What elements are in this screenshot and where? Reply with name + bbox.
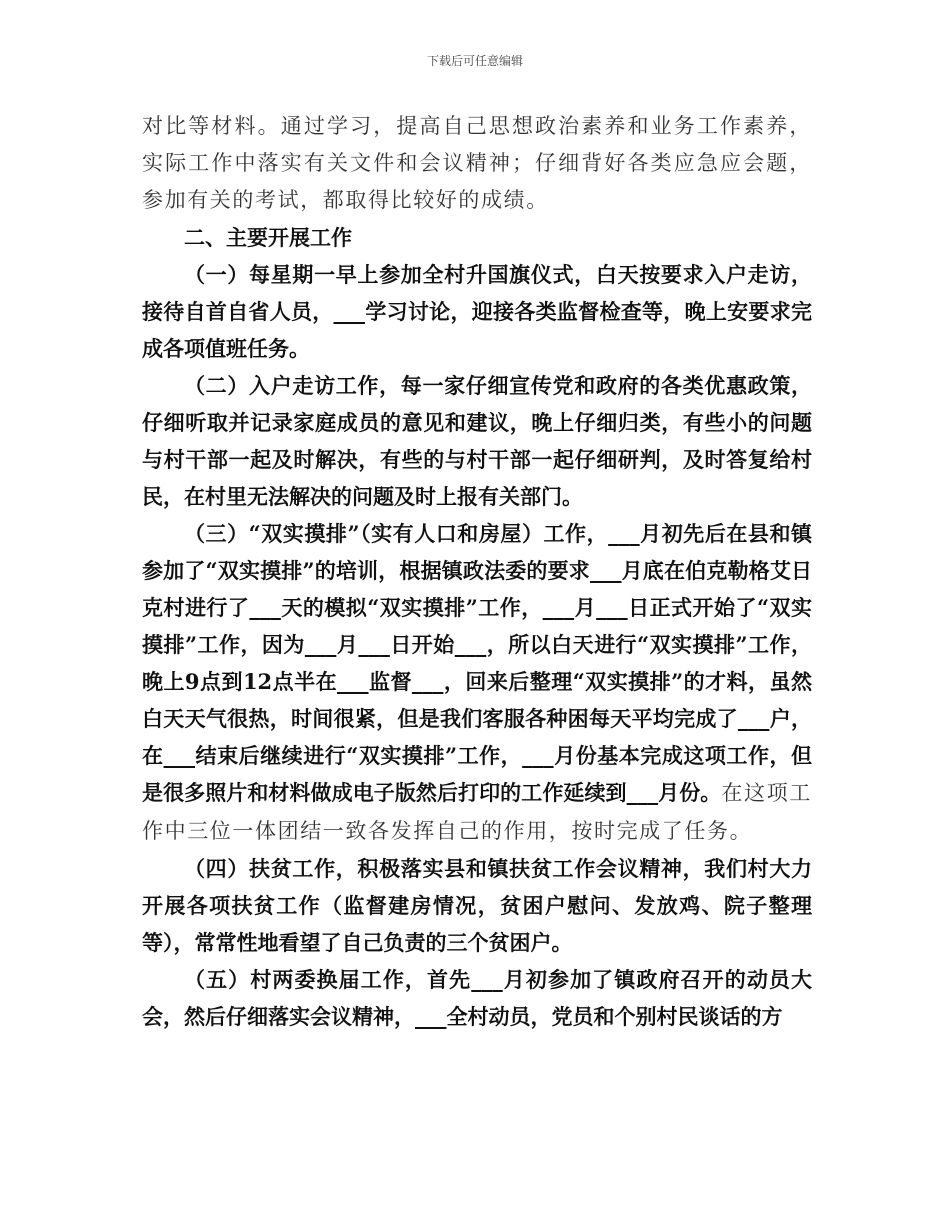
paragraph-study-materials: 对比等材料。通过学习，提高自己思想政治素养和业务工作素养，实际工作中落实有关文件和会议精神；仔细背好各类应急应会题，参加有关的考试，都取得比较好的成绩。 — [142, 114, 812, 212]
paragraph-item-3 — [142, 515, 812, 850]
document-body — [142, 108, 812, 1035]
paragraph-item-2: （二）入户走访工作，每一家仔细宣传党和政府的各类优惠政策，仔细听取并记录家庭成员的意见和建议，晚上仔细归类，有些小的问题与村干部一起及时解决，有些的与村干部一起仔细研判，及时答复给村民，在村里无法解决的问题及时上报有关部门。 — [142, 373, 812, 509]
section-heading-main-work: 二、主要开展工作 — [184, 225, 352, 250]
paragraph-item-4: （四）扶贫工作，积极落实县和镇扶贫工作会议精神，我们村大力开展各项扶贫工作（监督建房情况，贫困户慰问、发放鸡、院子整理等），常常性地看望了自己负责的三个贫困户。 — [142, 856, 812, 955]
paragraph-item-3-tail: 在这项工作中三位一体团结一致各发挥自己的作用，按时完成了任务。 — [142, 781, 812, 843]
paragraph-item-5: （五）村两委换届工作，首先___月初参加了镇政府召开的动员大会，然后仔细落实会议精神，___全村动员，党员和个别村民谈话的方 — [142, 967, 812, 1029]
paragraph-item-1: （一）每星期一早上参加全村升国旗仪式，白天按要求入户走访，接待自首自省人员，___学习讨论，迎接各类监督检查等，晚上安要求完成各项值班任务。 — [142, 262, 812, 361]
paragraph-item-3-main: （三）“双实摸排”（实有人口和房屋）工作，___月初先后在县和镇参加了“双实摸排”的培训，根据镇政法委的要求___月底在伯克勒格艾日克村进行了___天的模拟“双实摸排”工作，___月___日正式开始了“双实摸排”工作，因为___月___日开始___，所以白天进行“双实摸排”工作，晚上9点到12点半在___监督___，回来后整理“双实摸排”的才料，虽然白天天气很热，时间很紧，但是我们客服各种困每天平均完成了___户，在___结束后继续进行“双实摸排”工作，___月份基本完成这项工作，但是很多照片和材料做成电子版然后打印的工作延续到___月份。 — [142, 521, 812, 805]
page-header: 下载后可任意编辑 — [426, 54, 523, 68]
